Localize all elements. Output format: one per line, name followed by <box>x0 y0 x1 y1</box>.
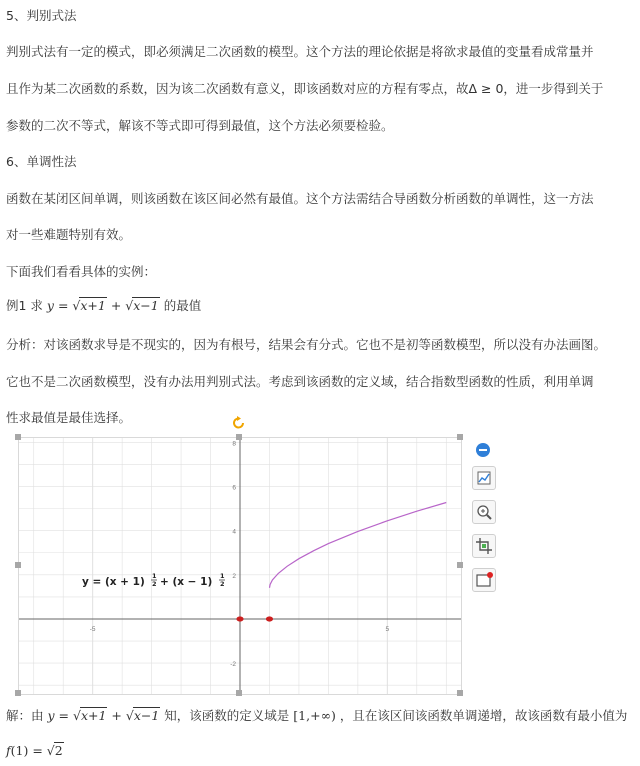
radical-sign: √ <box>46 743 55 758</box>
collapse-icon[interactable] <box>476 443 490 457</box>
formula-exp2-den: 2 <box>220 580 225 588</box>
result-radicand: 2 <box>54 743 63 758</box>
formula-label-mid: + (x − 1) <box>160 576 213 588</box>
crop-tool-button[interactable] <box>472 534 496 558</box>
formula-exp2-num: 1 <box>220 572 225 580</box>
result-line <box>6 742 64 758</box>
formula-exp1-num: 1 <box>152 572 157 580</box>
resize-handle-bottom[interactable] <box>236 690 242 696</box>
section-5-paragraph-line-1: 判别式法有一定的模式，即必须满足二次函数的模型。这个方法的理论依据是将欲求最值的变量看成常量并 <box>6 44 594 59</box>
solution-radicand-2: x−1 <box>133 708 160 723</box>
resize-handle-top-left[interactable] <box>15 434 21 440</box>
analysis-line-2: 它也不是二次函数模型，没有办法用判别式法。考虑到该函数的定义域，结合指数型函数的性质，利用单调 <box>6 374 594 389</box>
radical-sign: √ <box>125 298 134 313</box>
example-radicand-2: x−1 <box>133 298 159 313</box>
y-tick-label: 6 <box>232 484 236 492</box>
fullscreen-icon <box>473 569 495 591</box>
chart-icon <box>473 467 495 489</box>
resize-handle-bottom-right[interactable] <box>457 690 463 696</box>
section-5-paragraph-line-3: 参数的二次不等式，解该不等式即可得到最值，这个方法必须要检验。 <box>6 118 394 133</box>
example-plus: + <box>106 298 126 313</box>
solution-plus: + <box>107 708 126 723</box>
resize-handle-right[interactable] <box>457 562 463 568</box>
resize-handle-bottom-left[interactable] <box>15 690 21 696</box>
solution-y: y <box>47 708 55 723</box>
radical-sign: √ <box>72 708 81 723</box>
intro-text: 下面我们看看具体的实例： <box>6 264 157 279</box>
result-eq: = <box>28 743 47 758</box>
solution-domain: [1,+∞) <box>293 708 336 723</box>
rotate-handle-icon[interactable] <box>232 416 246 430</box>
y-tick-label: 8 <box>232 440 236 448</box>
radical-sign: √ <box>125 708 134 723</box>
resize-handle-top-right[interactable] <box>457 434 463 440</box>
analysis-line-3: 性求最值是最佳选择。 <box>6 410 132 425</box>
solution-mid: 知，该函数的定义域是 <box>164 708 290 723</box>
crop-icon <box>473 535 495 557</box>
example-radicand-1: x+1 <box>80 298 106 313</box>
section-6-paragraph-line-2: 对一些难题特别有效。 <box>6 227 132 242</box>
example-prefix: 例1 求 <box>6 298 43 313</box>
chart-tool-button[interactable] <box>472 466 496 490</box>
y-tick-label: -2 <box>230 661 236 669</box>
solution-radicand-1: x+1 <box>80 708 107 723</box>
solution-line <box>6 706 627 724</box>
formula-label-lhs: y = (x + 1) <box>82 576 145 588</box>
section-6-heading: 6、单调性法 <box>6 154 77 169</box>
solution-tail: ，且在该区间该函数单调递增，故该函数有最小值为 <box>339 708 628 723</box>
graph-plot <box>19 438 461 694</box>
example-suffix: 的最值 <box>163 298 202 313</box>
section-5-heading: 5、判别式法 <box>6 8 77 23</box>
zoom-in-tool-button[interactable] <box>472 500 496 524</box>
analysis-line-1: 分析：对该函数求导是不现实的，因为有根号，结果会有分式。它也不是初等函数模型，所以没有办法画图。 <box>6 337 607 352</box>
radical-sign: √ <box>72 298 81 313</box>
result-f: f <box>6 743 11 758</box>
formula-exp1-den: 2 <box>152 580 157 588</box>
solution-prefix: 解：由 <box>6 708 44 723</box>
x-tick-label: 5 <box>385 625 390 633</box>
function-graph <box>18 437 462 695</box>
fullscreen-tool-button[interactable] <box>472 568 496 592</box>
y-tick-label: 2 <box>232 572 236 580</box>
zoom-in-icon <box>473 501 495 523</box>
marked-point <box>266 616 273 621</box>
example-1 <box>6 296 201 314</box>
resize-handle-left[interactable] <box>15 562 21 568</box>
resize-handle-top[interactable] <box>236 434 242 440</box>
y-tick-label: 4 <box>232 528 236 536</box>
solution-eq: = <box>54 708 73 723</box>
section-5-paragraph-line-2: 且作为某二次函数的系数，因为该二次函数有意义，即该函数对应的方程有零点，故Δ ≥ 0，进一步得到关于 <box>6 81 604 96</box>
example-eq: = <box>53 298 73 313</box>
section-6-paragraph-line-1: 函数在某闭区间单调，则该函数在该区间必然有最值。这个方法需结合导函数分析函数的单调性，这一方法 <box>6 191 594 206</box>
example-y: y <box>46 298 54 313</box>
marked-point <box>236 616 243 621</box>
x-tick-label: -5 <box>89 625 96 633</box>
result-arg: (1) <box>10 743 29 758</box>
